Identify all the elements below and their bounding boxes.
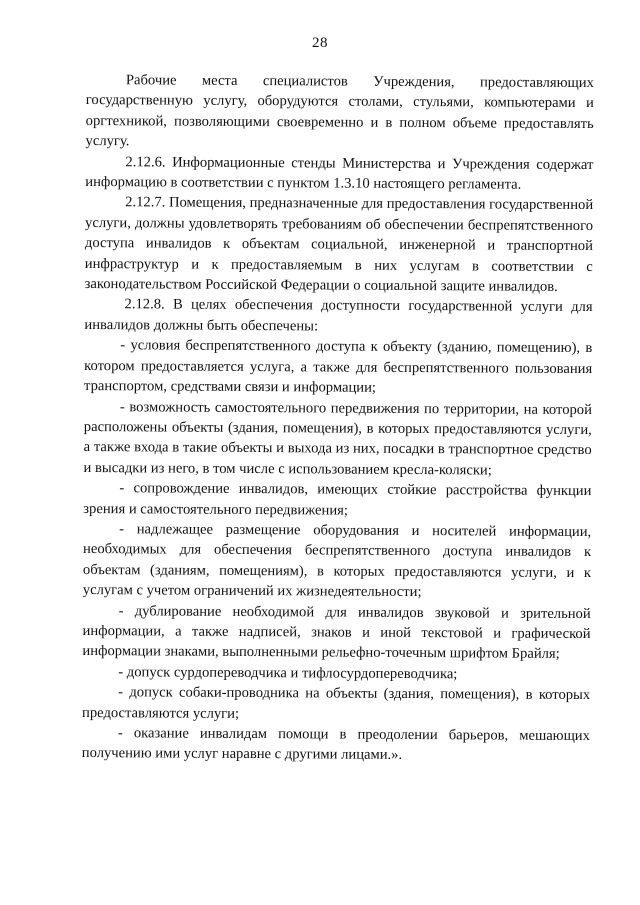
list-item: - дублирование необходимой для инвалидов звуковой и зрительной информации, а также надписей, знаков и иной текстовой и графической информации знаками, выполненными рельефно-точечным шрифтом Брайля;	[82, 602, 591, 663]
page-number: 28	[312, 35, 328, 51]
list-item: - сопровождение инвалидов, имеющих стойкие расстройства функции зрения и самостоятельного передвижения;	[83, 480, 592, 519]
paragraph-workplaces: Рабочие места специалистов Учреждения, предоставляющих государственную услугу, оборудуются столами, стульями, компьютерами и оргтехникой, позволяющими своевременно и в полном объеме предоставлять услугу.	[85, 72, 594, 150]
list-item: - оказание инвалидам помощи в преодолении барьеров, мешающих получению ими услуг наравне с другими лицами.».	[81, 725, 590, 764]
document-body	[82, 70, 594, 767]
list-item: - надлежащее размещение оборудования и носителей информации, необходимых для обеспечения беспрепятственного доступа инвалидов к объектам (зданиям, помещениям), в которых предоставляются услуги, и к услугам с учетом ограничений их жизнедеятельности;	[82, 521, 592, 601]
list-item: - допуск собаки-проводника на объекты (здания, помещения), в которых предоставляются услуги;	[82, 684, 591, 722]
list-item: - возможность самостоятельного передвижения по территории, на которой расположены объекты (здания, помещения), в которых предоставляются услуги, а также входа в такие объекты и выхода из них, посадки в транспортное средство и высадки из него, в том числе с использованием кресла-коляски;	[83, 398, 592, 479]
paragraph-2-12-7: 2.12.7. Помещения, предназначенные для предоставления государственной услуги, должны удовлетворять требованиям об обеспечении беспрепятственного доступа инвалидов к объектам социальной, инженерной и транспортной инфраструктур и к предоставляемым в них услугам в соответствии с законодательством Российской Федерации о социальной защите инвалидов.	[84, 194, 594, 295]
paragraph-2-12-6: 2.12.6. Информационные стенды Министерства и Учреждения содержат информацию в соответствии с пунктом 1.3.10 настоящего регламента.	[85, 153, 594, 193]
list-item: - условия беспрепятственного доступа к объекту (зданию, помещению), в котором предоставляется услуга, а также для беспрепятственного пользования транспортом, средствами связи и информации;	[84, 337, 593, 396]
list-item: - допуск сурдопереводчика и тифлосурдопереводчика;	[118, 663, 458, 683]
paragraph-2-12-8: 2.12.8. В целях обеспечения доступности государственной услуги для инвалидов должны быть обеспечены:	[84, 296, 593, 335]
